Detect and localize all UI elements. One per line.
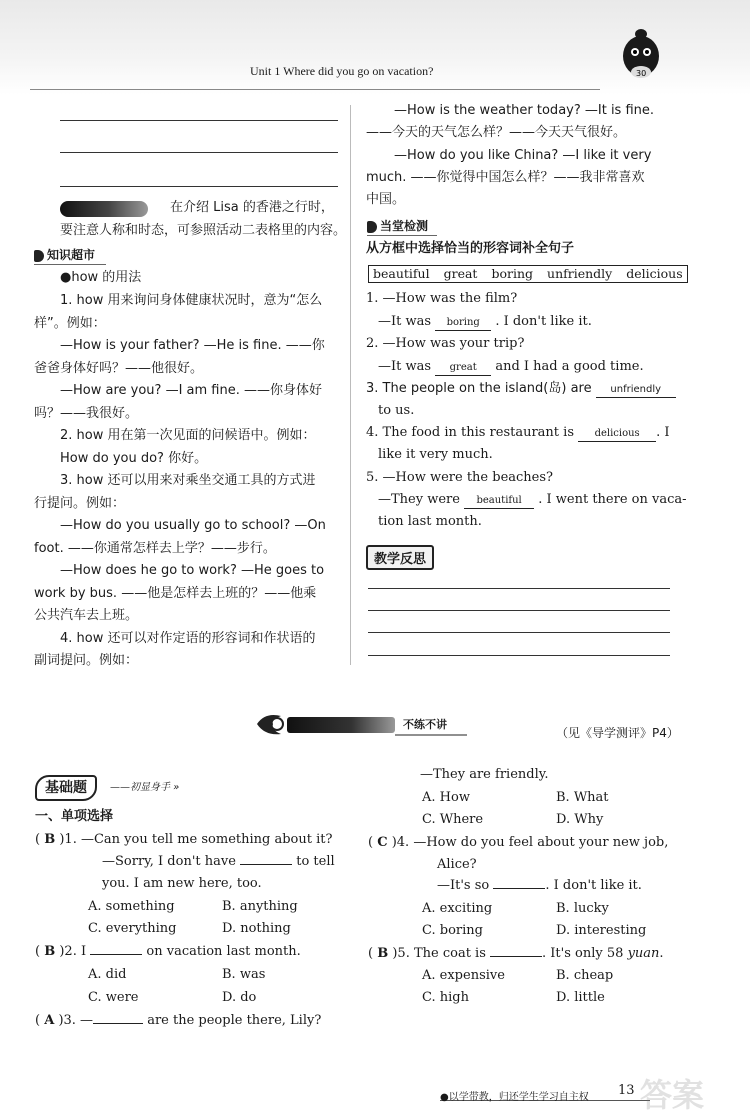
answer-line xyxy=(60,186,338,187)
paragraph-line: —How is the weather today? —It is fine. xyxy=(394,103,655,118)
svg-text:30: 30 xyxy=(636,69,647,78)
basic-subtitle: ——初显身手 » xyxy=(110,782,180,793)
word-option: delicious xyxy=(626,266,683,281)
q2-question: 2. —How was your trip? xyxy=(366,336,525,351)
word-option: boring xyxy=(491,266,534,281)
option[interactable]: C. everything xyxy=(88,921,177,936)
option[interactable]: A. something xyxy=(88,899,175,914)
q3-blank[interactable]: unfriendly xyxy=(596,383,676,398)
option[interactable]: B. anything xyxy=(222,899,298,914)
option[interactable]: D. nothing xyxy=(222,921,291,936)
reflection-line xyxy=(368,588,670,589)
banner-label: 不练不讲 xyxy=(403,718,447,731)
q1-answer-line: —It was boring . I don't like it. xyxy=(378,314,592,329)
tip-text-2: 要注意人称和时态，可参照活动二表格里的内容。 xyxy=(60,223,347,238)
paragraph-line: 1. how 用来询问身体健康状况时，意为“怎么 xyxy=(60,293,323,308)
option[interactable]: D. Why xyxy=(556,812,604,827)
check-tag: 当堂检测 xyxy=(380,219,429,233)
tag-underline xyxy=(367,235,437,236)
mc-q1-line2: —Sorry, I don't have to tell xyxy=(102,854,335,869)
reflection-line xyxy=(368,632,670,633)
q5-line-3: tion last month. xyxy=(378,514,482,529)
knowledge-tag: 知识超市 xyxy=(47,248,96,262)
option[interactable]: C. were xyxy=(88,990,139,1005)
word-box xyxy=(368,265,688,283)
mc-q5: ( B )5. The coat is . It's only 58 yuan. xyxy=(368,946,664,961)
paragraph-line: 中国。 xyxy=(366,192,406,207)
paragraph-line: 4. how 还可以对作定语的形容词和作状语的 xyxy=(60,631,316,646)
mc-q2: ( B )2. I on vacation last month. xyxy=(35,944,301,959)
paragraph-line: much. ——你觉得中国怎么样？——我非常喜欢 xyxy=(366,170,645,185)
word-option: beautiful xyxy=(373,266,430,281)
basic-title: 基础题 xyxy=(35,775,97,801)
mc-q4-line3: —It's so . I don't like it. xyxy=(437,878,642,893)
tip-tag-icon xyxy=(60,201,148,217)
mascot-icon xyxy=(612,20,670,88)
mc-q1-line3: you. I am new here, too. xyxy=(102,876,262,891)
option[interactable]: B. was xyxy=(222,967,266,982)
mc-q4-line2: Alice? xyxy=(437,857,477,872)
q4-line: 4. The food in this restaurant is delicious . I xyxy=(366,425,670,440)
paragraph-line: —How is your father? —He is fine. ——你 xyxy=(60,338,325,353)
reference-note: （见《导学测评》P4） xyxy=(556,726,679,740)
footer-slogan: ●以学带教，归还学生学习自主权 xyxy=(440,1092,589,1103)
paragraph-line: foot. ——你通常怎样去上学？——步行。 xyxy=(34,541,276,556)
q4-line-2: like it very much. xyxy=(378,447,493,462)
q5-question: 5. —How were the beaches? xyxy=(366,470,553,485)
page-number: 13 xyxy=(618,1083,635,1098)
paragraph-line: 吗？——我很好。 xyxy=(34,406,139,421)
paragraph-line: —How does he go to work? —He goes to xyxy=(60,563,325,578)
option[interactable]: B. What xyxy=(556,790,609,805)
paragraph-line: 3. how 还可以用来对乘坐交通工具的方式进 xyxy=(60,473,316,488)
option[interactable]: C. boring xyxy=(422,923,483,938)
mc-q3: ( A )3. — are the people there, Lily? xyxy=(35,1013,322,1028)
bookmark-icon xyxy=(34,250,44,262)
answer-line xyxy=(60,152,338,153)
answer-line xyxy=(60,120,338,121)
unit-title: Unit 1 Where did you go on vacation? xyxy=(250,64,434,78)
option[interactable]: A. How xyxy=(422,790,470,805)
mc-q4-blank[interactable] xyxy=(493,888,545,889)
q1-blank[interactable]: boring xyxy=(435,316,491,331)
word-option: great xyxy=(443,266,478,281)
paragraph-line: 公共汽车去上班。 xyxy=(34,608,139,623)
reflection-line xyxy=(368,655,670,656)
option[interactable]: A. did xyxy=(88,967,127,982)
option[interactable]: B. cheap xyxy=(556,968,614,983)
q3-line: 3. The people on the island(岛) are unfriendly xyxy=(366,378,676,400)
paragraph-line: —How do you like China? —I like it very xyxy=(394,148,652,163)
mc-q3-blank[interactable] xyxy=(93,1023,143,1024)
mc-q1-blank[interactable] xyxy=(240,864,292,865)
q1-question: 1. —How was the film? xyxy=(366,291,518,306)
instruction: 从方框中选择恰当的形容词补全句子 xyxy=(366,241,575,256)
column-divider xyxy=(350,105,351,665)
word-option: unfriendly xyxy=(547,266,613,281)
header-rule xyxy=(30,89,600,90)
reflection-line xyxy=(368,610,670,611)
paragraph-line: —How are you? —I am fine. ——你身体好 xyxy=(60,383,322,398)
tag-underline xyxy=(34,264,106,265)
mc-q2-blank[interactable] xyxy=(90,954,142,955)
mc-q3-line2: —They are friendly. xyxy=(420,767,549,782)
how-heading: ●how 的用法 xyxy=(60,270,142,285)
q4-blank[interactable]: delicious xyxy=(578,427,656,442)
paragraph-line: ——今天的天气怎么样？——今天天气很好。 xyxy=(366,125,627,140)
mc-q5-blank[interactable] xyxy=(490,956,542,957)
section-heading: 一、单项选择 xyxy=(35,809,114,824)
paragraph-line: 爸爸身体好吗？——他很好。 xyxy=(34,361,204,376)
option[interactable]: D. do xyxy=(222,990,257,1005)
paragraph-line: —How do you usually go to school? —On xyxy=(60,518,326,533)
paragraph-line: work by bus. ——他是怎样去上班的？——他乘 xyxy=(34,586,317,601)
paragraph-line: How do you do? 你好。 xyxy=(60,451,208,466)
mc-q1: ( B )1. —Can you tell me something about it? xyxy=(35,832,333,847)
option[interactable]: A. expensive xyxy=(422,968,505,983)
tip-text: 在介绍 Lisa 的香港之行时， xyxy=(170,200,334,215)
bookmark-icon xyxy=(367,221,377,233)
q5-blank[interactable]: beautiful xyxy=(464,494,534,509)
q2-answer-line: —It was great and I had a good time. xyxy=(378,359,644,374)
option[interactable]: B. lucky xyxy=(556,901,609,916)
option[interactable]: A. exciting xyxy=(422,901,493,916)
q2-blank[interactable]: great xyxy=(435,361,491,376)
option[interactable]: D. little xyxy=(556,990,605,1005)
option[interactable]: D. interesting xyxy=(556,923,647,938)
paragraph-line: 副词提问。例如： xyxy=(34,653,139,668)
paragraph-line: 行提问。例如： xyxy=(34,496,126,511)
paragraph-line: 样”。例如： xyxy=(34,316,106,331)
watermark-logo: 答案 xyxy=(640,1076,705,1114)
q5-answer-line: —They were beautiful . I went there on vaca- xyxy=(378,492,687,507)
paragraph-line: 2. how 用在第一次见面的问候语中。例如： xyxy=(60,428,316,443)
option[interactable]: C. Where xyxy=(422,812,484,827)
q3-line-2: to us. xyxy=(378,403,415,418)
mc-q4: ( C )4. —How do you feel about your new job, xyxy=(368,835,669,850)
reflection-tag: 教学反思 xyxy=(366,545,434,570)
option[interactable]: C. high xyxy=(422,990,469,1005)
